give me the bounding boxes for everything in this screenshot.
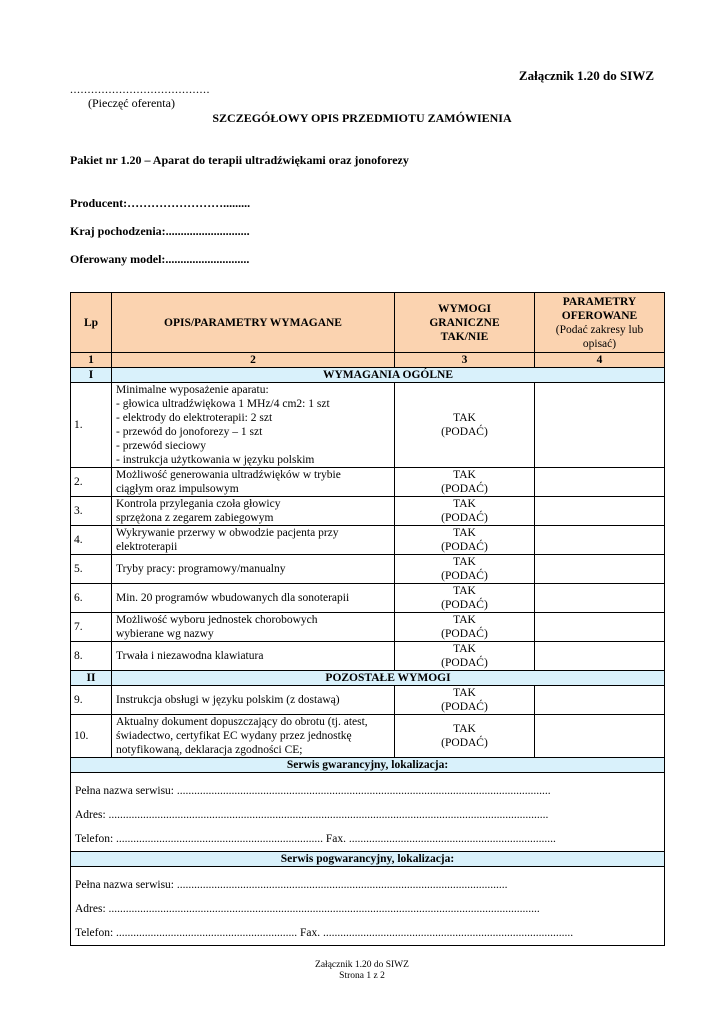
- row-requirement: TAK (PODAĆ): [395, 642, 535, 671]
- row-lp: 5.: [71, 555, 112, 584]
- section-title: WYMAGANIA OGÓLNE: [112, 368, 665, 383]
- row-requirement: TAK (PODAĆ): [395, 555, 535, 584]
- country-field: Kraj pochodzenia:............................: [70, 224, 250, 238]
- row-desc-line: - głowica ultradźwiękowa 1 MHz/4 cm2: 1 szt: [116, 398, 330, 410]
- header-opis: OPIS/PARAMETRY WYMAGANE: [112, 293, 395, 353]
- table-row: [71, 526, 665, 555]
- row-offered-value[interactable]: [535, 686, 665, 715]
- section-num: II: [71, 671, 112, 686]
- row-description: Możliwość generowania ultradźwięków w trybie ciągłym oraz impulsowym: [112, 468, 395, 497]
- row-description: Tryby pracy: programowy/manualny: [112, 555, 395, 584]
- row-lp: 1.: [71, 383, 112, 468]
- service-address-field[interactable]: Adres: .........................................................................................................................................................: [75, 809, 549, 821]
- row-requirement: TAK (PODAĆ): [395, 383, 535, 468]
- service-warranty-title: Serwis gwarancyjny, lokalizacja:: [71, 758, 665, 773]
- service-postwarranty-title: Serwis pogwarancyjny, lokalizacja:: [71, 852, 665, 867]
- colnum-2: 2: [112, 353, 395, 368]
- row-requirement: TAK (PODAĆ): [395, 497, 535, 526]
- header-wymogi: WYMOGI GRANICZNE TAK/NIE: [395, 293, 535, 353]
- service-warranty-header: [71, 758, 665, 773]
- section-title: POZOSTAŁE WYMOGI: [112, 671, 665, 686]
- row-description: Min. 20 programów wbudowanych dla sonoterapii: [112, 584, 395, 613]
- row-lp: 2.: [71, 468, 112, 497]
- footer-page-number: Strona 1 z 2: [339, 971, 385, 981]
- row-offered-value[interactable]: [535, 526, 665, 555]
- spec-table: [70, 292, 665, 946]
- row-desc-line: - instrukcja użytkowania w języku polskim: [116, 454, 315, 466]
- row-lp: 7.: [71, 613, 112, 642]
- table-row: [71, 715, 665, 758]
- section-row-general: [71, 368, 665, 383]
- footer: [0, 960, 724, 982]
- row-offered-value[interactable]: [535, 468, 665, 497]
- header-parametry-sub: (Podać zakresy lub opisać): [555, 323, 644, 350]
- row-requirement: TAK (PODAĆ): [395, 526, 535, 555]
- producent-field: Producent:…………………….........: [70, 196, 251, 210]
- footer-attachment: Załącznik 1.20 do SIWZ: [315, 960, 409, 970]
- table-row: [71, 584, 665, 613]
- table-row: [71, 555, 665, 584]
- service-name-field[interactable]: Pełna nazwa serwisu: ..................................................................................................................................: [75, 785, 551, 797]
- colnum-4: 4: [535, 353, 665, 368]
- service-postwarranty-header: [71, 852, 665, 867]
- row-offered-value[interactable]: [535, 613, 665, 642]
- service-warranty-fields: [71, 773, 665, 852]
- table-row: [71, 383, 665, 468]
- header-lp: Lp: [71, 293, 112, 353]
- row-requirement: TAK (PODAĆ): [395, 715, 535, 758]
- row-offered-value[interactable]: [535, 383, 665, 468]
- table-row: [71, 642, 665, 671]
- column-numbers-row: [71, 353, 665, 368]
- header-parametry-title: PARAMETRY OFEROWANE: [561, 295, 638, 322]
- row-lp: 4.: [71, 526, 112, 555]
- row-requirement: TAK (PODAĆ): [395, 686, 535, 715]
- model-field: Oferowany model:............................: [70, 252, 250, 266]
- row-description: Aktualny dokument dopuszczający do obrotu (tj. atest, świadectwo, certyfikat EC wydany przez jednostkę notyfikowaną, deklaracja zgodności CE;: [112, 715, 395, 758]
- service-name-field[interactable]: Pełna nazwa serwisu: ...................................................................................................................: [75, 879, 508, 891]
- service-postwarranty-fields: [71, 867, 665, 946]
- colnum-1: 1: [71, 353, 112, 368]
- row-offered-value[interactable]: [535, 642, 665, 671]
- row-requirement: TAK (PODAĆ): [395, 468, 535, 497]
- table-row: [71, 686, 665, 715]
- row-lp: 8.: [71, 642, 112, 671]
- row-description: Kontrola przylegania czoła głowicy sprzężona z zegarem zabiegowym: [112, 497, 395, 526]
- service-phone-fax-field[interactable]: Telefon: ............................................................... Fax. .......................................................................................: [75, 927, 574, 939]
- row-offered-value[interactable]: [535, 584, 665, 613]
- row-offered-value[interactable]: [535, 497, 665, 526]
- row-lp: 6.: [71, 584, 112, 613]
- row-requirement: TAK (PODAĆ): [395, 584, 535, 613]
- attachment-label: Załącznik 1.20 do SIWZ: [518, 68, 654, 83]
- table-row: [71, 468, 665, 497]
- row-description: [112, 383, 395, 468]
- section-row-other: [71, 671, 665, 686]
- table-row: [71, 497, 665, 526]
- row-desc-line: - elektrody do elektroterapii: 2 szt: [116, 412, 273, 424]
- row-desc-line: - przewód do jonoforezy – 1 szt: [116, 426, 263, 438]
- stamp-label: (Pieczęć oferenta): [88, 96, 175, 110]
- table-row: [71, 613, 665, 642]
- row-lp: 3.: [71, 497, 112, 526]
- row-description: Wykrywanie przerwy w obwodzie pacjenta przy elektroterapii: [112, 526, 395, 555]
- service-phone-fax-field[interactable]: Telefon: ........................................................................ Fax. ........................................................................: [75, 833, 556, 845]
- colnum-3: 3: [395, 353, 535, 368]
- row-description: Trwała i niezawodna klawiatura: [112, 642, 395, 671]
- row-offered-value[interactable]: [535, 715, 665, 758]
- row-lp: 9.: [71, 686, 112, 715]
- row-description: Możliwość wyboru jednostek chorobowych wybierane wg nazwy: [112, 613, 395, 642]
- row-offered-value[interactable]: [535, 555, 665, 584]
- section-num: I: [71, 368, 112, 383]
- page-title: SZCZEGÓŁOWY OPIS PRZEDMIOTU ZAMÓWIENIA: [212, 111, 512, 125]
- row-requirement: TAK (PODAĆ): [395, 613, 535, 642]
- row-desc-line: Minimalne wyposażenie aparatu:: [116, 384, 269, 396]
- header-parametry: [535, 293, 665, 353]
- service-address-field[interactable]: Adres: ......................................................................................................................................................: [75, 903, 540, 915]
- package-title: Pakiet nr 1.20 – Aparat do terapii ultradźwiękami oraz jonoforezy: [70, 153, 409, 167]
- row-desc-line: - przewód sieciowy: [116, 440, 207, 452]
- stamp-dots: ........................................: [70, 82, 210, 96]
- row-description: Instrukcja obsługi w języku polskim (z dostawą): [112, 686, 395, 715]
- table-header-row: [71, 293, 665, 353]
- row-lp: 10.: [71, 715, 112, 758]
